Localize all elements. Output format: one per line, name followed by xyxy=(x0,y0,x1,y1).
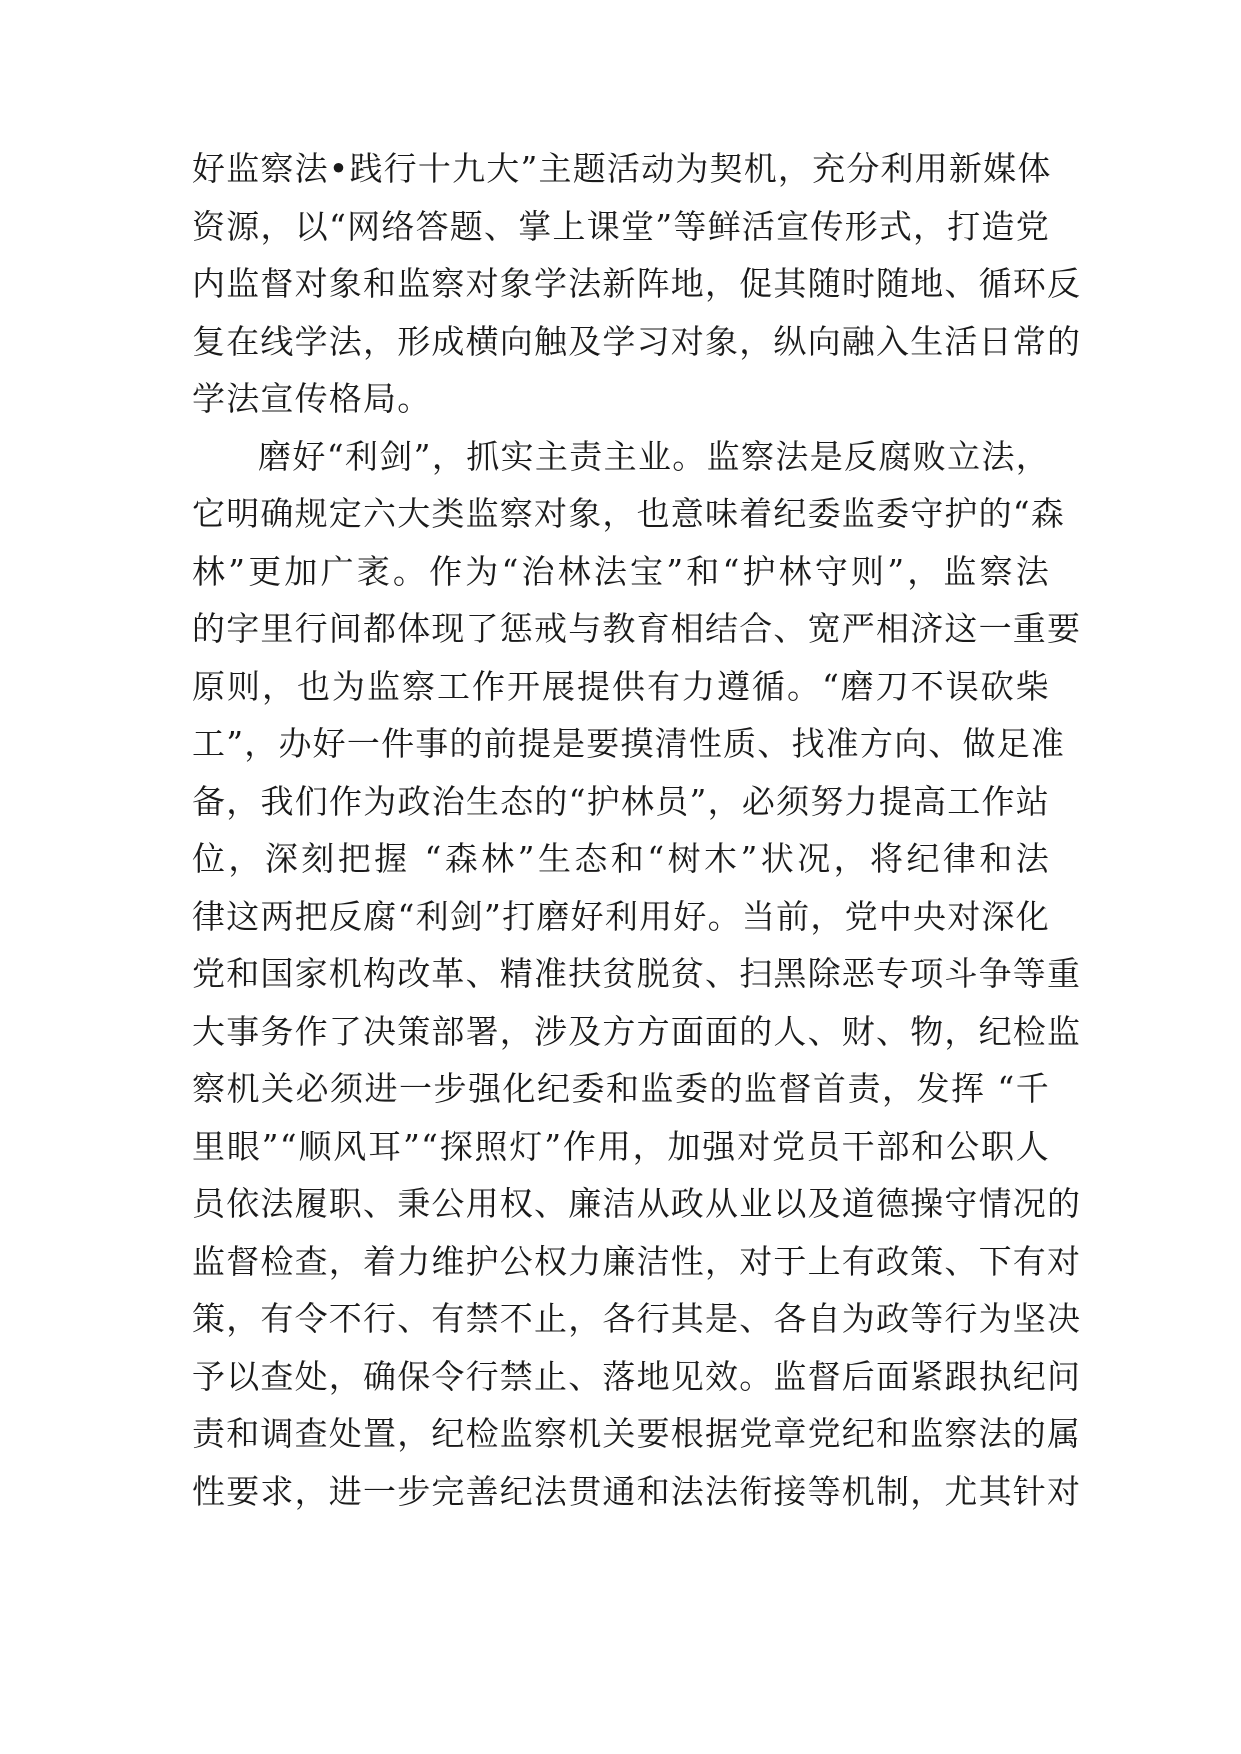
text-line: 位，深刻把握 “森林”生态和“树木”状况，将纪律和法 xyxy=(192,839,1050,878)
text-line: 策，有令不行、有禁不止，各行其是、各自为政等行为坚决 xyxy=(192,1299,1082,1338)
text-line: 资源，以“网络答题、掌上课堂”等鲜活宣传形式，打造党 xyxy=(192,206,1050,246)
paragraph-end-line: 学法宣传格局。 xyxy=(192,379,432,418)
text-line: 它明确规定六大类监察对象，也意味着纪委监委守护的“森 xyxy=(192,494,1066,533)
text-line: 予以查处，确保令行禁止、落地见效。监督后面紧跟执纪问 xyxy=(192,1356,1082,1396)
paragraph-first-line: 磨好“利剑”，抓实主责主业。监察法是反腐败立法， xyxy=(258,436,1050,476)
text-line: 原则，也为监察工作开展提供有力遵循。“磨刀不误砍柴 xyxy=(192,666,1050,706)
text-line: 的字里行间都体现了惩戒与教育相结合、宽严相济这一重要 xyxy=(192,609,1082,648)
text-line: 好监察法•践行十九大”主题活动为契机，充分利用新媒体 xyxy=(192,149,1052,188)
text-line: 备，我们作为政治生态的“护林员”，必须努力提高工作站 xyxy=(192,781,1050,821)
text-line: 林”更加广袤。作为“治林法宝”和“护林守则”，监察法 xyxy=(192,551,1050,591)
text-line: 监督检查，着力维护公权力廉洁性，对于上有政策、下有对 xyxy=(192,1241,1082,1281)
text-line: 责和调查处置，纪检监察机关要根据党章党纪和监察法的属 xyxy=(192,1414,1082,1453)
text-line: 里眼”“顺风耳”“探照灯”作用，加强对党员干部和公职人 xyxy=(192,1126,1050,1166)
text-line: 大事务作了决策部署，涉及方方面面的人、财、物，纪检监 xyxy=(192,1011,1082,1051)
text-line: 党和国家机构改革、精准扶贫脱贫、扫黑除恶专项斗争等重 xyxy=(192,954,1082,993)
text-line: 律这两把反腐“利剑”打磨好利用好。当前，党中央对深化 xyxy=(192,896,1050,936)
text-line: 工”，办好一件事的前提是要摸清性质、找准方向、做足准 xyxy=(192,724,1066,763)
text-line: 员依法履职、秉公用权、廉洁从政从业以及道德操守情况的 xyxy=(192,1184,1082,1223)
text-line: 性要求，进一步完善纪法贯通和法法衔接等机制，尤其针对 xyxy=(192,1471,1082,1511)
body-text xyxy=(192,140,1082,1520)
text-line: 察机关必须进一步强化纪委和监委的监督首责，发挥 “千 xyxy=(192,1069,1050,1108)
text-line: 复在线学法，形成横向触及学习对象，纵向融入生活日常的 xyxy=(192,321,1082,361)
text-line: 内监督对象和监察对象学法新阵地，促其随时随地、循环反 xyxy=(192,264,1082,303)
